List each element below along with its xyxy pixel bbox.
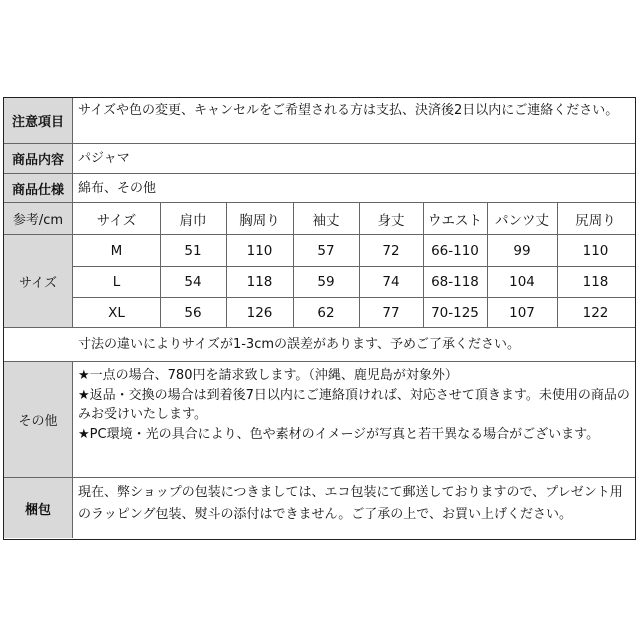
size-cell: 51 — [184, 242, 202, 259]
size-header-cell: 胸周り — [239, 212, 280, 229]
other-list — [78, 366, 631, 444]
size-note-row — [4, 328, 635, 362]
size-cell: 104 — [509, 273, 535, 290]
size-cell: 62 — [317, 304, 335, 321]
size-header-cell: 身丈 — [377, 212, 405, 229]
other-item: ★一点の場合、780円を請求致します。（沖縄、鹿児島が対象外） — [78, 368, 458, 383]
size-cell: 74 — [382, 273, 400, 290]
size-cell: 110 — [246, 242, 273, 259]
size-cell: 122 — [582, 304, 609, 321]
size-header-cell: 肩巾 — [179, 212, 207, 229]
size-cell: 68-118 — [431, 273, 479, 290]
size-cell: 126 — [246, 304, 273, 321]
size-cell: 56 — [184, 304, 202, 321]
size-cell: 118 — [246, 273, 273, 290]
size-header-row — [4, 203, 635, 235]
size-cell: 66-110 — [431, 242, 479, 259]
notes-label: 注意項目 — [4, 98, 73, 143]
size-note-text: 寸法の違いによりサイズが1-3cmの誤差があります、予めご了承ください。 — [78, 337, 520, 352]
size-cell: 54 — [184, 273, 202, 290]
size-cell: 99 — [513, 242, 531, 259]
size-cell: 72 — [382, 242, 400, 259]
notes-row — [4, 98, 635, 144]
other-item: ★返品・交換の場合は到着後7日以内にご連絡頂ければ、対応させて頂きます。未使用の商品のみお受けいたします。 — [78, 387, 630, 422]
packing-text: 現在、弊ショップの包装につきましては、エコ包装にて郵送しておりますので、プレゼント用のラッピング包装、熨斗の添付はできません。ご了承の上で、お買い上げください。 — [78, 485, 623, 522]
size-cell: 110 — [582, 242, 609, 259]
size-cell: M — [110, 242, 123, 259]
size-cell: 118 — [582, 273, 609, 290]
packing-label: 梱包 — [4, 478, 73, 538]
size-cell: 107 — [509, 304, 535, 321]
size-cell: L — [112, 273, 121, 290]
size-header-cell: ウエスト — [428, 212, 482, 229]
spec-text: 綿布、その他 — [78, 180, 157, 196]
product-info-table — [3, 97, 636, 540]
size-header-cell: サイズ — [96, 212, 137, 229]
size-side-label: サイズ — [4, 235, 73, 327]
notes-text: サイズや色の変更、キャンセルをご希望される方は支払、決済後2日以内にご連絡ください。 — [78, 103, 619, 118]
other-item: ★PC環境・光の具合により、色や素材のイメージが写真と若干異なる場合がございます。 — [78, 426, 600, 442]
size-header-cell: 尻周り — [575, 212, 616, 229]
size-cell: 70-125 — [431, 304, 479, 321]
contents-row — [4, 144, 635, 174]
size-block — [4, 235, 635, 328]
size-header-cell: パンツ丈 — [495, 212, 549, 229]
contents-label: 商品内容 — [4, 144, 73, 173]
packing-row — [4, 478, 635, 538]
size-cell: XL — [108, 304, 125, 321]
other-row — [4, 362, 635, 478]
size-header-cell: 袖丈 — [312, 212, 340, 229]
contents-text: パジャマ — [78, 151, 130, 166]
size-cell: 57 — [317, 242, 335, 259]
size-cell: 59 — [317, 273, 335, 290]
ref-label: 参考/cm — [4, 203, 73, 234]
spec-row — [4, 174, 635, 203]
other-label: その他 — [4, 362, 73, 477]
size-cell: 77 — [382, 304, 400, 321]
spec-label: 商品仕様 — [4, 174, 73, 202]
